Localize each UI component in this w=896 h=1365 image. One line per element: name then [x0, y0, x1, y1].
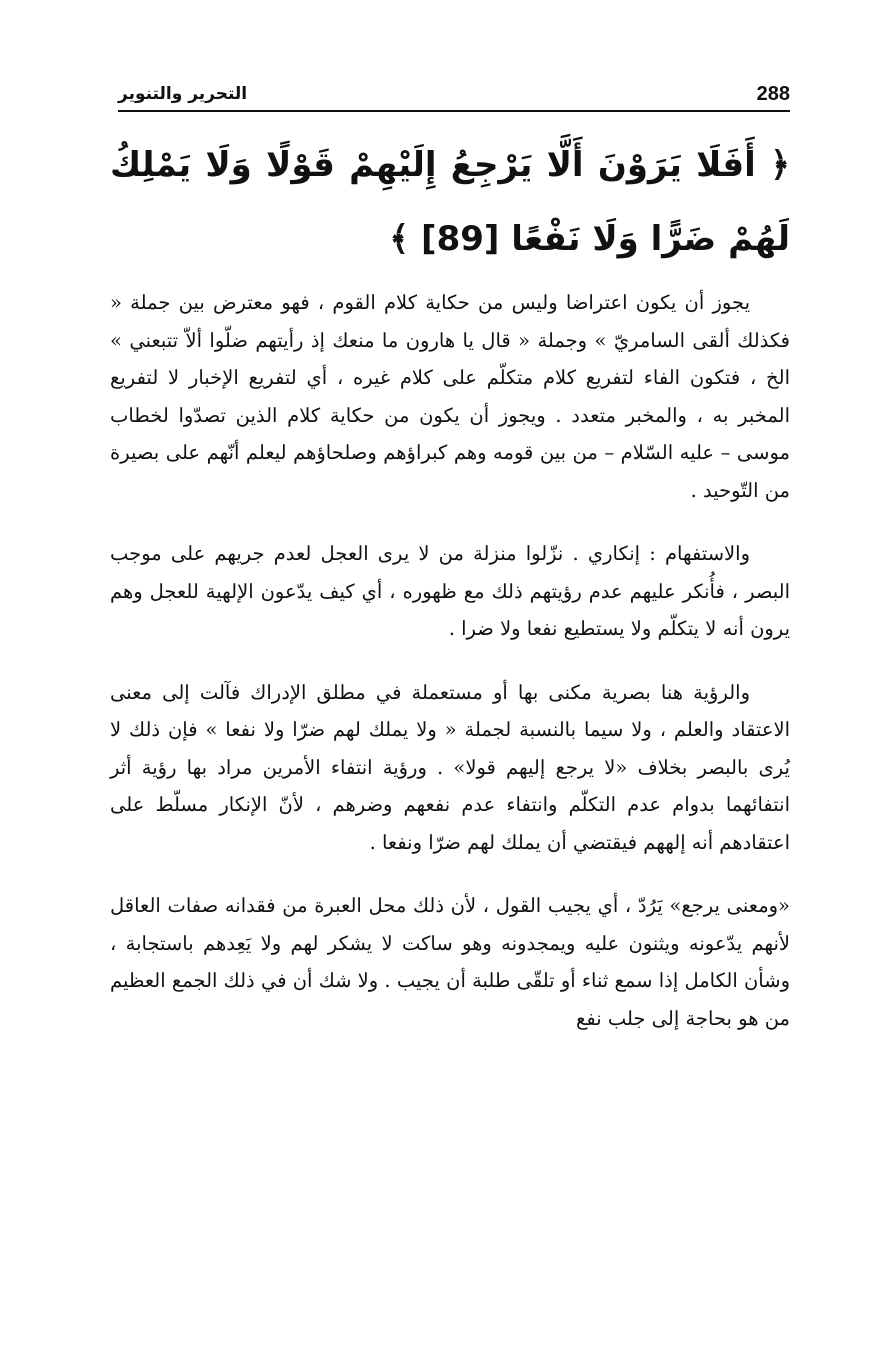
- page-header: [118, 80, 790, 112]
- quran-verse: ﴿ أَفَلَا يَرَوْنَ أَلَّا يَرْجِعُ إِلَيْهِمْ قَوْلًا وَلَا يَمْلِكُ لَهُمْ ضَرًّا وَلَا نَفْعًا [89] ﴾: [110, 145, 790, 259]
- paragraph-2: والاستفهام : إنكاري . نزّلوا منزلة من لا يرى العجل لعدم جريهم على موجب البصر ، فأُنكر عليهم عدم رؤيتهم ذلك مع ظهوره ، أي كيف يدّعون الإلهية للعجل وهم يرون أنه لا يتكلّم ولا يستطيع نفعا ولا ضرا .: [110, 542, 790, 640]
- paragraph-1: يجوز أن يكون اعتراضا وليس من حكاية كلام القوم ، فهو معترض بين جملة « فكذلك ألقى السامريّ » وجملة « قال يا هارون ما منعك إذ رأيتهم ضلّوا ألاّ تتبعني » الخ ، فتكون الفاء لتفريع كلام متكلّم على كلام غيره ، أي لتفريع الإخبار لا لتفريع المخبر به ، والمخبر متعدد . ويجوز أن يكون من حكاية كلام الذين تصدّوا لخطاب موسى – عليه السّلام – من بين قومه وهم كبراؤهم وصلحاؤهم ليعلم أنّهم على بصيرة من التّوحيد .: [110, 291, 790, 502]
- commentary-body: [110, 284, 790, 1063]
- paragraph-3: والرؤية هنا بصرية مكنى بها أو مستعملة في مطلق الإدراك فآلت إلى معنى الاعتقاد والعلم ، ولا سيما بالنسبة لجملة « ولا يملك لهم ضرّا ولا نفعا » فإن ذلك لا يُرى بالبصر بخلاف «لا يرجع إليهم قولا» . ورؤية انتفاء الأمرين مراد بها رؤية أثر انتفائهما بدوام عدم التكلّم وانتفاء عدم نفعهم وضرهم ، لأنّ الإنكار مسلّط على اعتقادهم أنه إلههم فيقتضي أن يملك لهم ضرّا ونفعا .: [110, 680, 790, 854]
- running-title: التحرير والتنوير: [118, 84, 248, 104]
- paragraph-4: «ومعنى يرجع» يَرُدّ ، أي يجيب القول ، لأن ذلك محل العبرة من فقدانه صفات العاقل لأنهم يدّعونه ويثنون عليه ويمجدونه وهو ساكت لا يشكر لهم ولا يَعِدهم باستجابة ، وشأن الكامل إذا سمع ثناء أو تلقّى طلبة أن يجيب . ولا شك أن في ذلك الجمع العظيم من هو بحاجة إلى جلب نفع: [110, 894, 790, 1030]
- page-number: 288: [756, 83, 790, 105]
